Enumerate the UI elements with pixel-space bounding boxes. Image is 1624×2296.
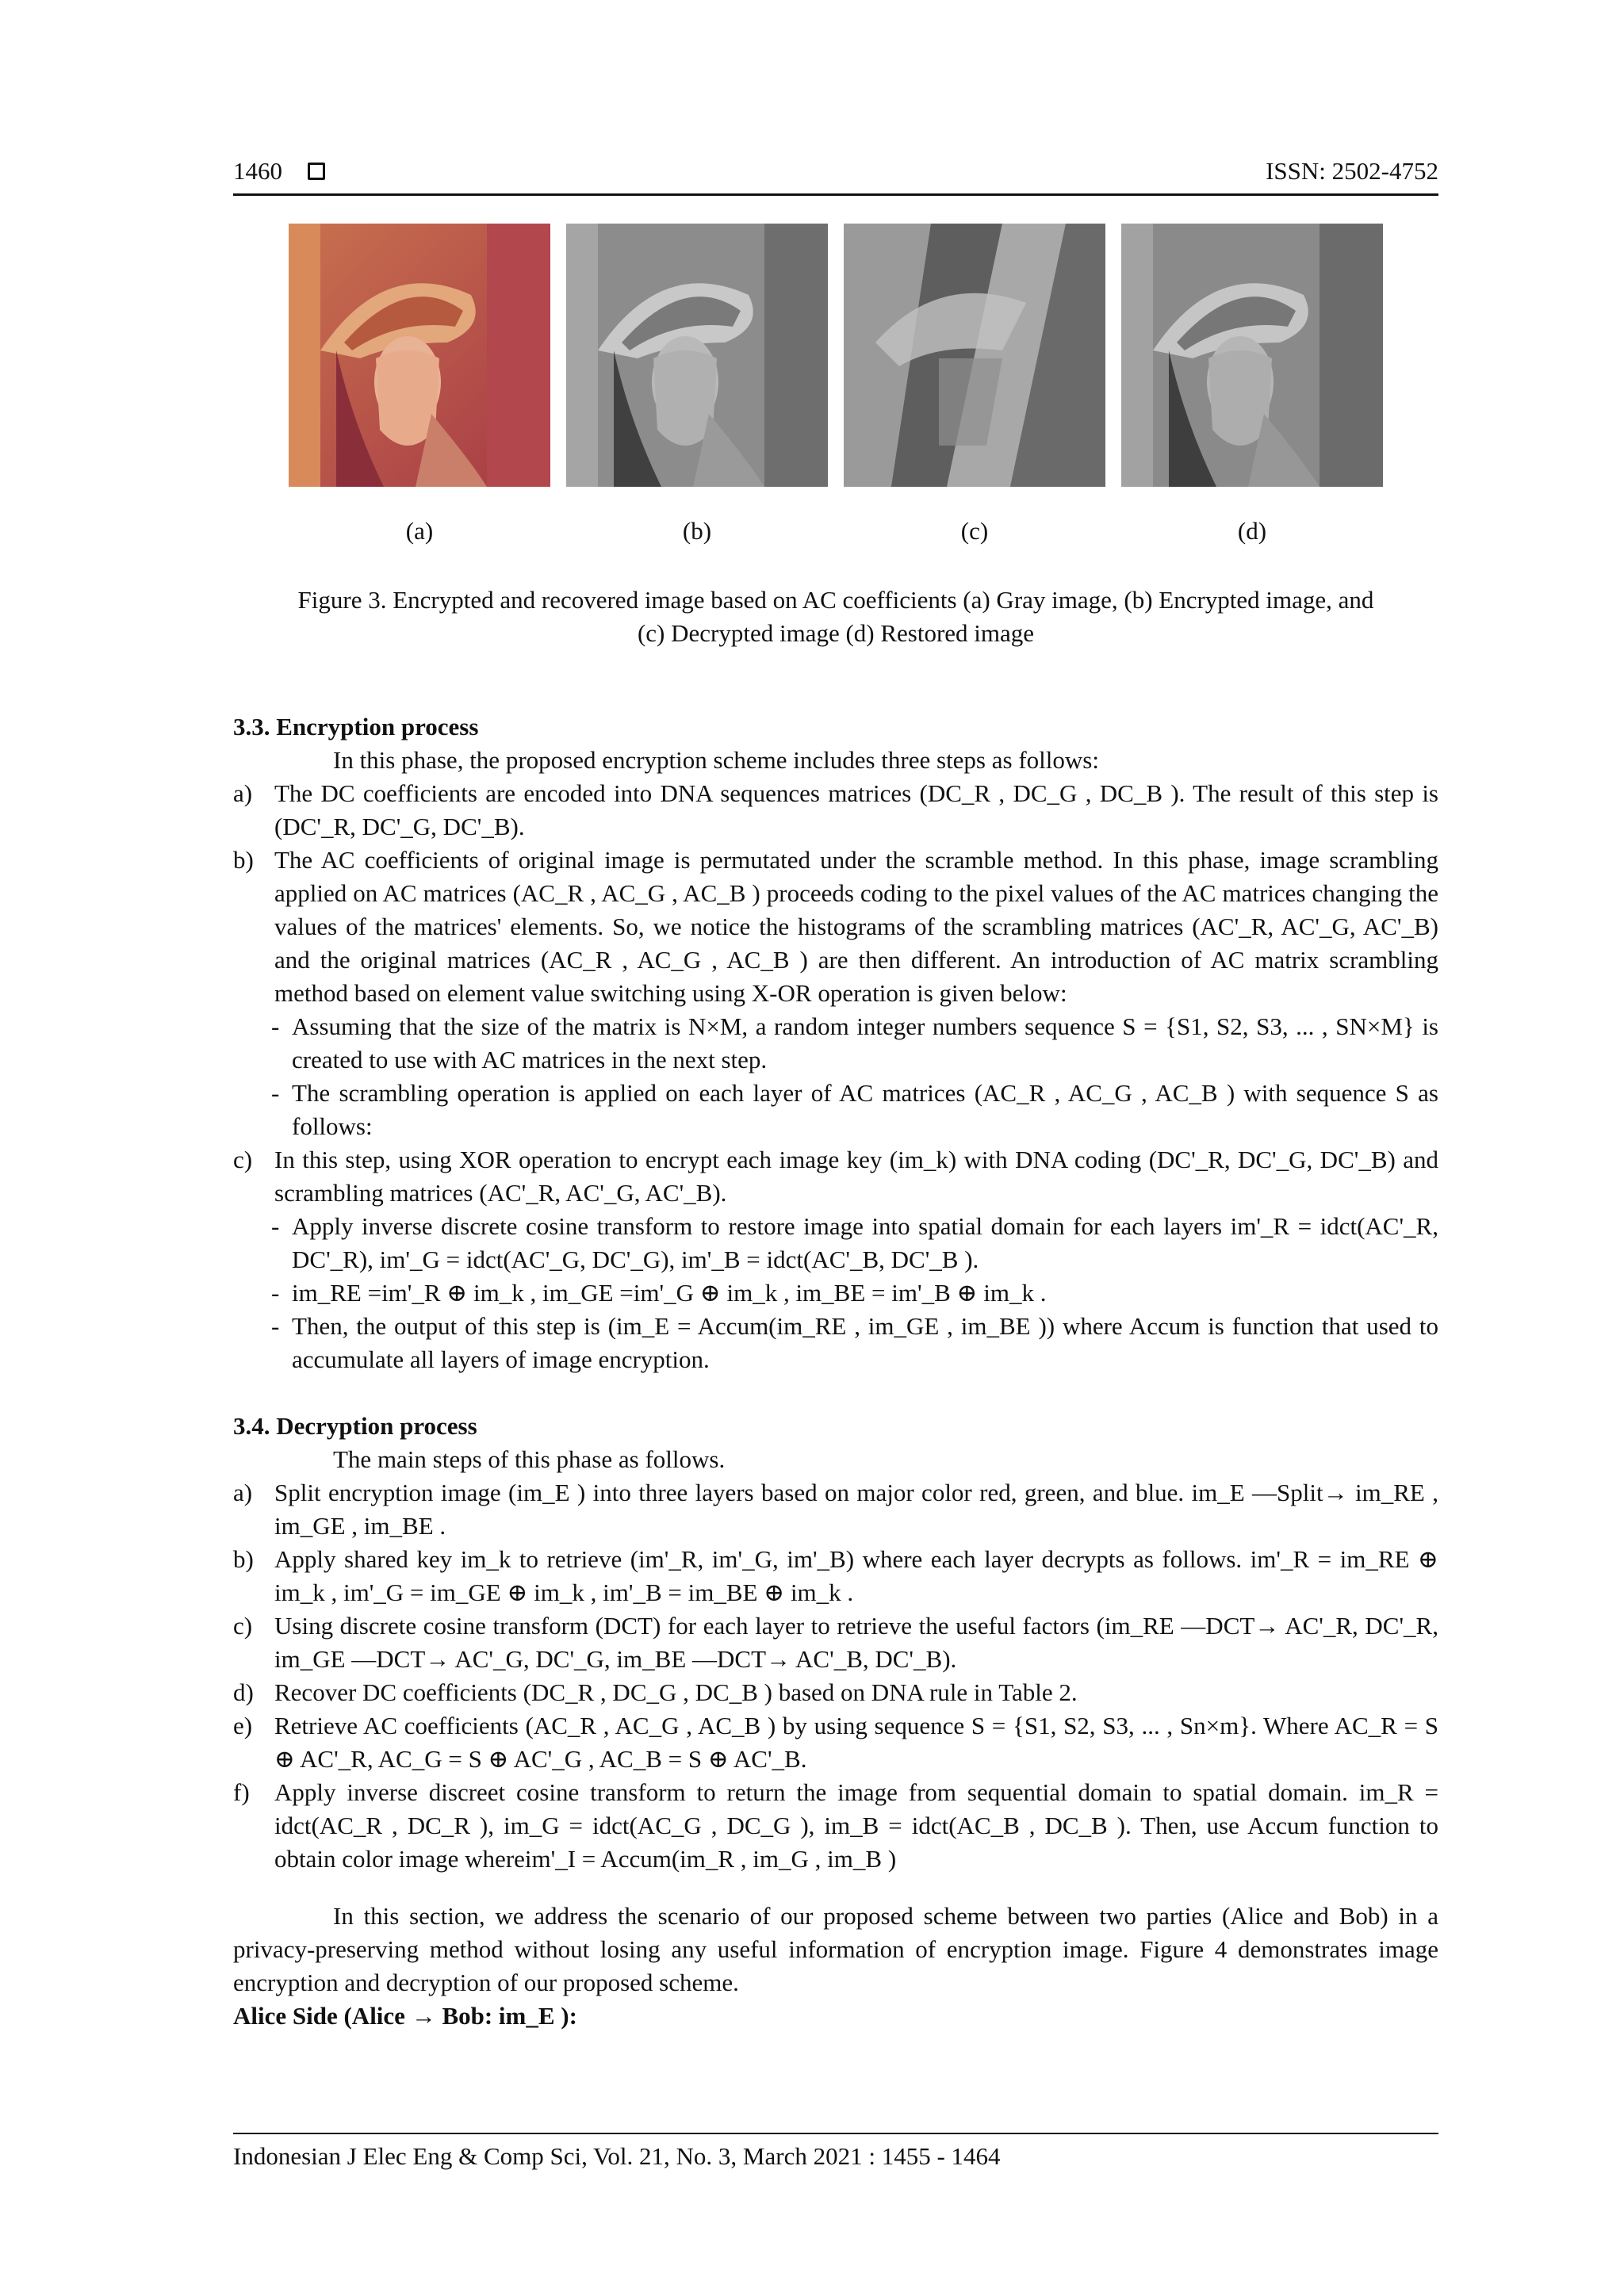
sublabel-b: (b) [682, 517, 712, 545]
section-3-3-intro: In this phase, the proposed encryption scheme includes three steps as follows: [333, 746, 1099, 774]
sublabel-a: (a) [405, 517, 434, 545]
running-header [233, 155, 1438, 187]
running-footer: Indonesian J Elec Eng & Comp Sci, Vol. 21, No. 3, March 2021 : 1455 - 1464 [233, 2142, 1001, 2170]
sublabel-d: (d) [1237, 517, 1267, 545]
section-3-4-intro: The main steps of this phase as follows. [333, 1445, 726, 1473]
dec-step-e: e) Retrieve AC coefficients (AC_R , AC_G , AC_B ) by using sequence S = {S1, S2, S3, ... , Sn×m}. Where AC_R = S ⊕ AC'_R, AC_G = S ⊕ AC'_G , AC_B = S ⊕ AC'_B. [233, 1712, 1438, 1773]
dec-step-f: f) Apply inverse discreet cosine transform to return the image from sequential domain to spatial domain. im_R = idct(AC_R , DC_R ), im_G = idct(AC_G , DC_G ), im_B = idct(AC_B , DC_B ). Then, use Accum function to obtain color image whereim'_I = Accum(im_R , im_G , im_B ) [233, 1778, 1438, 1873]
enc-step-a: a) The DC coefficients are encoded into DNA sequences matrices (DC_R , DC_G , DC_B ). The result of this step is (DC'_R, DC'_G, DC'_B). [233, 779, 1438, 840]
figure-sublabels [289, 517, 1400, 549]
enc-step-c-sub-2: - im_RE =im'_R ⊕ im_k , im_GE =im'_G ⊕ im_k , im_BE = im'_B ⊕ im_k . [271, 1279, 1047, 1307]
enc-step-b: b) The AC coefficients of original image is permutated under the scramble method. In this phase, image scrambling applied on AC matrices (AC_R , AC_G , AC_B ) proceeds coding to the pixel values of the AC matrices changing the values of the matrices' elements. So, we notice the histograms of the scrambling matrices (AC'_R, AC'_G, AC'_B) and the original matrices (AC_R , AC_G , AC_B ) are then different. An introduction of AC matrix scrambling method based on element value switching using X-OR operation is given below: [233, 846, 1438, 1007]
square-icon [308, 163, 325, 180]
dec-step-a: a) Split encryption image (im_E ) into three layers based on major color red, green, and blue. im_E —Split→ im_RE , im_GE , im_BE . [233, 1479, 1438, 1540]
issn: ISSN: 2502-4752 [1266, 157, 1438, 185]
alice-side-heading: Alice Side (Alice → Bob: im_E ): [233, 2002, 577, 2030]
dec-step-d: d) Recover DC coefficients (DC_R , DC_G , DC_B ) based on DNA rule in Table 2. [233, 1678, 1078, 1706]
image-c [844, 224, 1105, 487]
figure-caption: Figure 3. Encrypted and recovered image based on AC coefficients (a) Gray image, (b) Encrypted image, and (c) Decrypted image (d) Restored image [297, 586, 1374, 647]
header-rule [233, 193, 1438, 196]
image-b [566, 224, 828, 487]
body-text [233, 710, 1438, 2033]
footer-rule [233, 2133, 1438, 2134]
sublabel-c: (c) [960, 517, 989, 545]
page-number: 1460 [233, 157, 282, 185]
image-a [289, 224, 550, 487]
section-3-3-title: 3.3. Encryption process [233, 713, 479, 740]
dec-step-c: c) Using discrete cosine transform (DCT) for each layer to retrieve the useful factors (im_RE —DCT→ AC'_R, DC'_R, im_GE —DCT→ AC'_G, DC'_G, im_BE —DCT→ AC'_B, DC'_B). [233, 1612, 1438, 1673]
dec-step-b: b) Apply shared key im_k to retrieve (im'_R, im'_G, im'_B) where each layer decrypts as follows. im'_R = im_RE ⊕ im_k , im'_G = im_GE ⊕ im_k , im'_B = im_BE ⊕ im_k . [233, 1545, 1438, 1606]
section-3-4-title: 3.4. Decryption process [233, 1412, 477, 1440]
enc-step-c-sub-1: - Apply inverse discrete cosine transform to restore image into spatial domain for each layers im'_R = idct(AC'_R, DC'_R), im'_G = idct(AC'_G, DC'_G), im'_B = idct(AC'_B, DC'_B ). [271, 1212, 1438, 1273]
closing-paragraph: In this section, we address the scenario of our proposed scheme between two parties (Alice and Bob) in a privacy-preserving method without losing any useful information of encryption image. Figure 4 demonstrates image encryption and decryption of our proposed scheme. [233, 1902, 1438, 1996]
figure-3 [289, 224, 1400, 490]
enc-step-c-sub-3: - Then, the output of this step is (im_E = Accum(im_RE , im_GE , im_BE )) where Accum is function that used to accumulate all layers of image encryption. [271, 1312, 1438, 1373]
enc-step-c: c) In this step, using XOR operation to encrypt each image key (im_k) with DNA coding (DC'_R, DC'_G, DC'_B) and scrambling matrices (AC'_R, AC'_G, AC'_B). [233, 1146, 1438, 1207]
enc-step-b-sub-1: - Assuming that the size of the matrix is N×M, a random integer numbers sequence S = {S1, S2, S3, ... , SN×M} is created to use with AC matrices in the next step. [271, 1012, 1438, 1073]
enc-step-b-sub-2: - The scrambling operation is applied on each layer of AC matrices (AC_R , AC_G , AC_B ) with sequence S as follows: [271, 1079, 1438, 1140]
image-d [1121, 224, 1383, 487]
